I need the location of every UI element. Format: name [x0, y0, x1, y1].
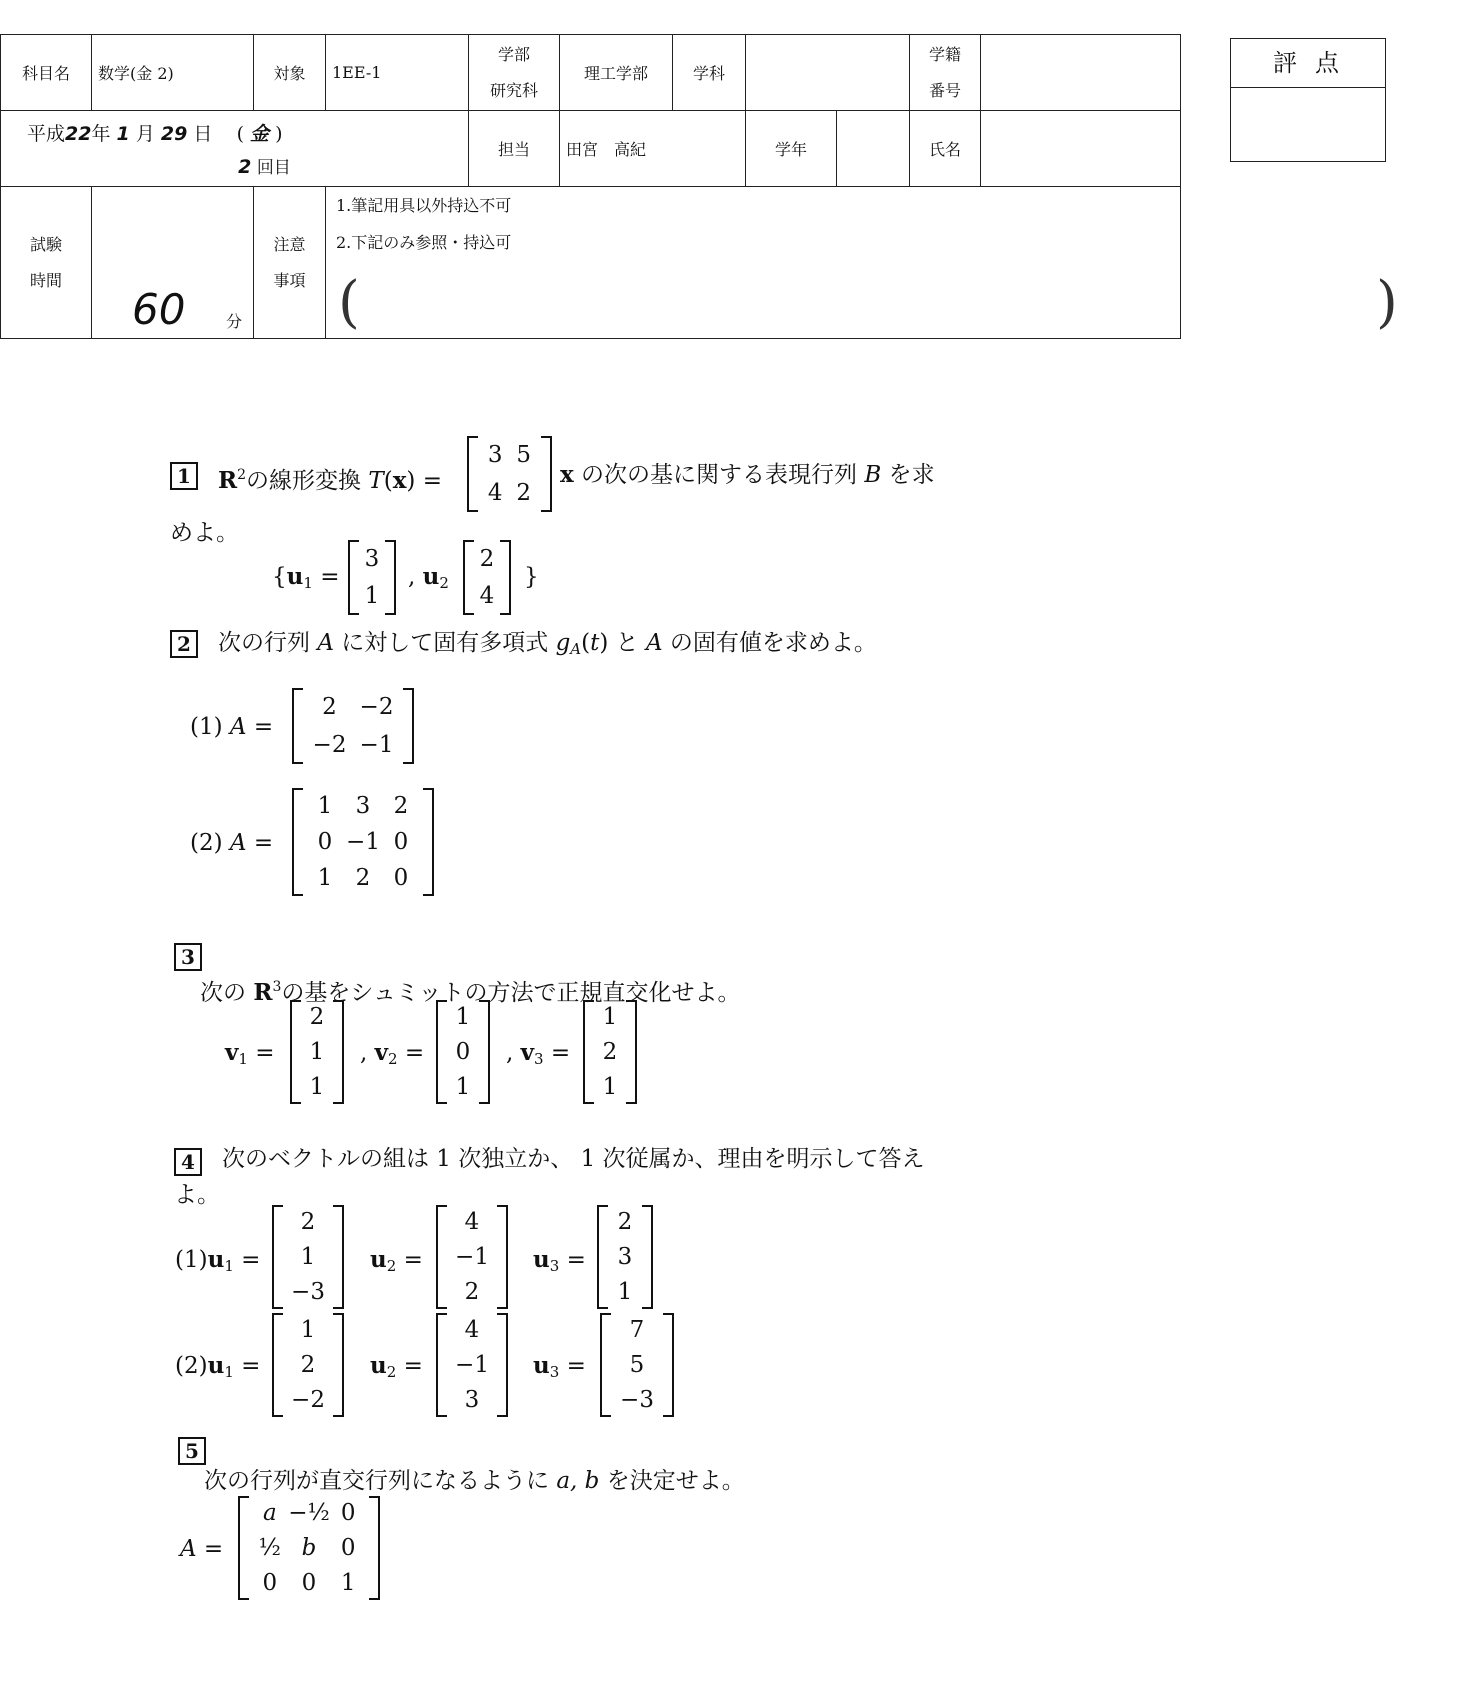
time-unit: 分: [226, 312, 243, 331]
vector-v1: 2 1 1: [290, 1000, 344, 1104]
name-field[interactable]: [981, 111, 1181, 187]
basis-u2-label: , $u_2$: [408, 563, 449, 592]
faculty-value: 理工学部: [560, 35, 673, 111]
year-field[interactable]: [837, 111, 910, 187]
problem-4-part-1-u3: 2 3 1: [597, 1205, 653, 1309]
problem-4-part-2-u2-label: $u_2$ =: [370, 1352, 423, 1381]
problem-1-text-3: めよ。: [170, 520, 239, 546]
faculty-label: 学部 研究科: [469, 35, 560, 111]
problem-3-text: 次の $R^3$の基をシュミットの方法で正規直交化せよ。: [200, 979, 741, 1006]
problem-4-number: 4: [174, 1148, 202, 1176]
problem-4-part-2-u3-label: $u_3$ =: [533, 1352, 586, 1381]
problem-4-part-1-u1: 2 1 −3: [272, 1205, 344, 1309]
basis-close-brace: }: [524, 564, 539, 590]
problem-3-number: 3: [174, 943, 202, 971]
time-label: 試験 時間: [1, 187, 92, 339]
problem-4-part-1-u2-label: $u_2$ =: [370, 1246, 423, 1275]
problem-1-text-2: x の次の基に関する表現行列 B を求: [560, 461, 935, 488]
problem-2-part-1-label: (1) A =: [190, 714, 274, 740]
student-no-field[interactable]: [981, 35, 1181, 111]
problem-4-part-1-u3-label: $u_3$ =: [533, 1246, 586, 1275]
problem-4-text: 次のベクトルの組は 1 次独立か、 1 次従属か、理由を明示して答え: [222, 1146, 925, 1172]
name-label: 氏名: [910, 111, 981, 187]
subject-label: 科目名: [1, 35, 92, 111]
notes-label: 注意 事項: [254, 187, 326, 339]
dept-field[interactable]: [746, 35, 910, 111]
score-label: 評点: [1231, 39, 1385, 88]
problem-1-matrix: 3 5 4 2: [467, 436, 552, 512]
problem-1-number: 1: [170, 462, 198, 490]
vector-v2: 1 0 1: [436, 1000, 490, 1104]
vector-v1-label: $v_1$ =: [225, 1039, 275, 1068]
dept-label: 学科: [673, 35, 746, 111]
time-value-cell: [92, 187, 254, 339]
problem-4-part-2-label: $(2)u_1$ =: [175, 1352, 261, 1381]
exam-date: 平成22年 1 月 29 日 ( 金 ) 2 回目: [1, 111, 469, 187]
session: 2 回目: [238, 155, 291, 178]
problem-5-text: 次の行列が直交行列になるように a, b を決定せよ。: [204, 1468, 745, 1494]
problem-2-text: 次の行列 A に対して固有多項式 $g_A(t)$ と A の固有値を求めよ。: [218, 630, 877, 658]
teacher-label: 担当: [469, 111, 560, 187]
note-1: 1.筆記用具以外持込不可: [336, 196, 512, 215]
subject-value: 数学(金 2): [92, 35, 254, 111]
problem-2-part-2-label: (2) A =: [190, 830, 274, 856]
score-box: [1230, 38, 1386, 162]
problem-2-number: 2: [170, 630, 198, 658]
problem-5-matrix-label: A =: [180, 1536, 224, 1562]
basis-u2: 2 4: [463, 540, 511, 615]
problem-4-part-2-u2: 4 −1 3: [436, 1313, 508, 1417]
year-label: 学年: [746, 111, 837, 187]
basis-u1-label: {$u_1$ =: [272, 563, 340, 592]
problem-4-part-2-u1: 1 2 −2: [272, 1313, 344, 1417]
problem-2-part-1-matrix: 2 −2 −2 −1: [292, 688, 414, 764]
allowed-items-bracket-open: (: [338, 270, 360, 335]
teacher-value: 田宮 高紀: [560, 111, 746, 187]
problem-4-text-2: よ。: [174, 1182, 220, 1208]
vector-v3-label: , $v_3$ =: [506, 1039, 571, 1068]
basis-u1: 3 1: [348, 540, 396, 615]
problem-4-part-1-label: $(1)u_1$ =: [175, 1246, 261, 1275]
problem-4-part-1-u2: 4 −1 2: [436, 1205, 508, 1309]
target-value: 1EE-1: [326, 35, 469, 111]
notes-cell: [326, 187, 1398, 339]
note-2: 2.下記のみ参照・持込可: [336, 233, 512, 252]
problem-4-part-2-u3: 7 5 −3: [600, 1313, 674, 1417]
time-value: 60: [132, 285, 186, 334]
problem-5-matrix: a −½ 0 ½ b 0 0 0 1: [238, 1496, 380, 1600]
target-label: 対象: [254, 35, 326, 111]
vector-v2-label: , $v_2$ =: [360, 1039, 425, 1068]
allowed-items-bracket-close: ): [1376, 270, 1398, 335]
problem-1-text: $R^2$の線形変換 T(x) =: [218, 467, 442, 494]
problem-2-part-2-matrix: 1 3 2 0 −1 0 1 2 0: [292, 788, 434, 896]
problem-5-number: 5: [178, 1437, 206, 1465]
student-no-label: 学籍 番号: [910, 35, 981, 111]
vector-v3: 1 2 1: [583, 1000, 637, 1104]
